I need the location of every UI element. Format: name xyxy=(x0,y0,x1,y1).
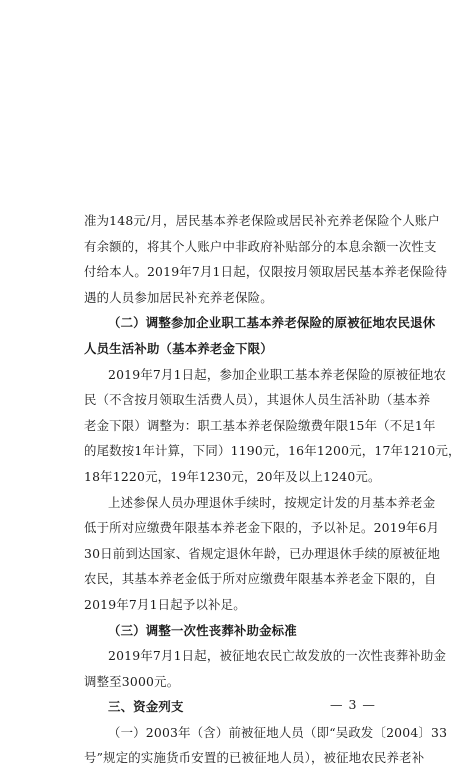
text-line: 调整至3000元。 xyxy=(84,673,180,689)
text-line: 上述参保人员办理退休手续时，按规定计发的月基本养老金 xyxy=(108,494,436,510)
text-line: 2019年7月1日起，参加企业职工基本养老保险的原被征地农 xyxy=(108,366,447,382)
section-heading-continued: 人员生活补助（基本养老金下限） xyxy=(84,340,273,356)
text-line: 2019年7月1日起予以补足。 xyxy=(84,596,246,612)
text-line: 农民，其基本养老金低于所对应缴费年限基本养老金下限的，自 xyxy=(84,571,437,587)
text-line: 2019年7月1日起，被征地农民亡故发放的一次性丧葬补助金 xyxy=(108,648,447,664)
page-number: — 3 — xyxy=(330,697,376,712)
text-line: 准为148元/月，居民基本养老保险或居民补充养老保险个人账户 xyxy=(84,213,440,228)
text-line: 民（不含按月领取生活费人员），其退休人员生活补助（基本养 xyxy=(84,392,431,408)
text-line: 老金下限）调整为：职工基本养老保险缴费年限15年（不足1年 xyxy=(84,417,436,433)
text-line: 号”规定的实施货币安置的已被征地人员），被征地农民养老补 xyxy=(84,750,425,766)
text-line: 付给本人。2019年7月1日起，仅限按月领取居民基本养老保险待 xyxy=(84,264,448,280)
text-line: 30日前到达国家、省规定退休年龄，已办理退休手续的原被征地 xyxy=(84,545,441,561)
section-heading: （二）调整参加企业职工基本养老保险的原被征地农民退休 xyxy=(108,315,436,331)
text-line: 有余额的，将其个人账户中非政府补贴部分的本息余额一次性支 xyxy=(84,238,437,254)
text-line: 的尾数按1年计算，下同）1190元，16年1200元，17年1210元， xyxy=(84,443,461,459)
section-heading: （三）调整一次性丧葬补助金标准 xyxy=(108,622,297,638)
text-line: （一）2003年（含）前被征地人员（即“吴政发〔2004〕33 xyxy=(108,724,448,740)
text-line: 遇的人员参加居民补充养老保险。 xyxy=(84,289,273,305)
text-line: 低于所对应缴费年限基本养老金下限的，予以补足。2019年6月 xyxy=(84,520,440,536)
text-line: 18年1220元，19年1230元，20年及以上1240元。 xyxy=(84,468,381,484)
chapter-heading: 三、资金列支 xyxy=(108,699,184,715)
document-body xyxy=(84,208,461,771)
